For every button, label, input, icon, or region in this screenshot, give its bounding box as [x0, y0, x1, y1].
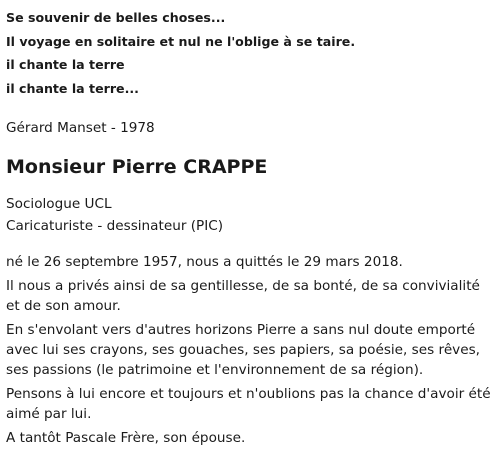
deceased-name: Monsieur Pierre CRAPPE [6, 156, 268, 178]
paragraph-remembrance: Pensons à lui encore et toujours et n'oublions pas la chance d'avoir été aimé par lui. [6, 386, 491, 422]
role-sociologist: Sociologue UCL [6, 196, 112, 212]
paragraph-signature: A tantôt Pascale Frère, son épouse. [6, 430, 246, 446]
poem-attribution: Gérard Manset - 1978 [6, 120, 155, 136]
paragraph-passions: En s'envolant vers d'autres horizons Pierre a sans nul doute emporté avec lui ses crayons, ses gouaches, ses papiers, sa poésie, ses rêves, ses passions (le patrimoine et l'environnement de sa région). [6, 322, 480, 378]
role-cartoonist: Caricaturiste - dessinateur (PIC) [6, 218, 224, 234]
poem-line-4: il chante la terre... [6, 80, 139, 96]
poem-line-2: Il voyage en solitaire et nul ne l'oblige à se taire. [6, 33, 356, 49]
paragraph-qualities: Il nous a privés ainsi de sa gentillesse, de sa bonté, de sa convivialité et de son amour. [6, 278, 480, 314]
obituary-text [6, 252, 494, 448]
roles-list [6, 193, 494, 237]
poem-line-1: Se souvenir de belles choses... [6, 10, 226, 25]
obituary-page [6, 6, 494, 452]
poem-line-3: il chante la terre [6, 57, 125, 72]
poem-quote [6, 6, 494, 100]
paragraph-dates: né le 26 septembre 1957, nous a quittés le 29 mars 2018. [6, 254, 403, 270]
